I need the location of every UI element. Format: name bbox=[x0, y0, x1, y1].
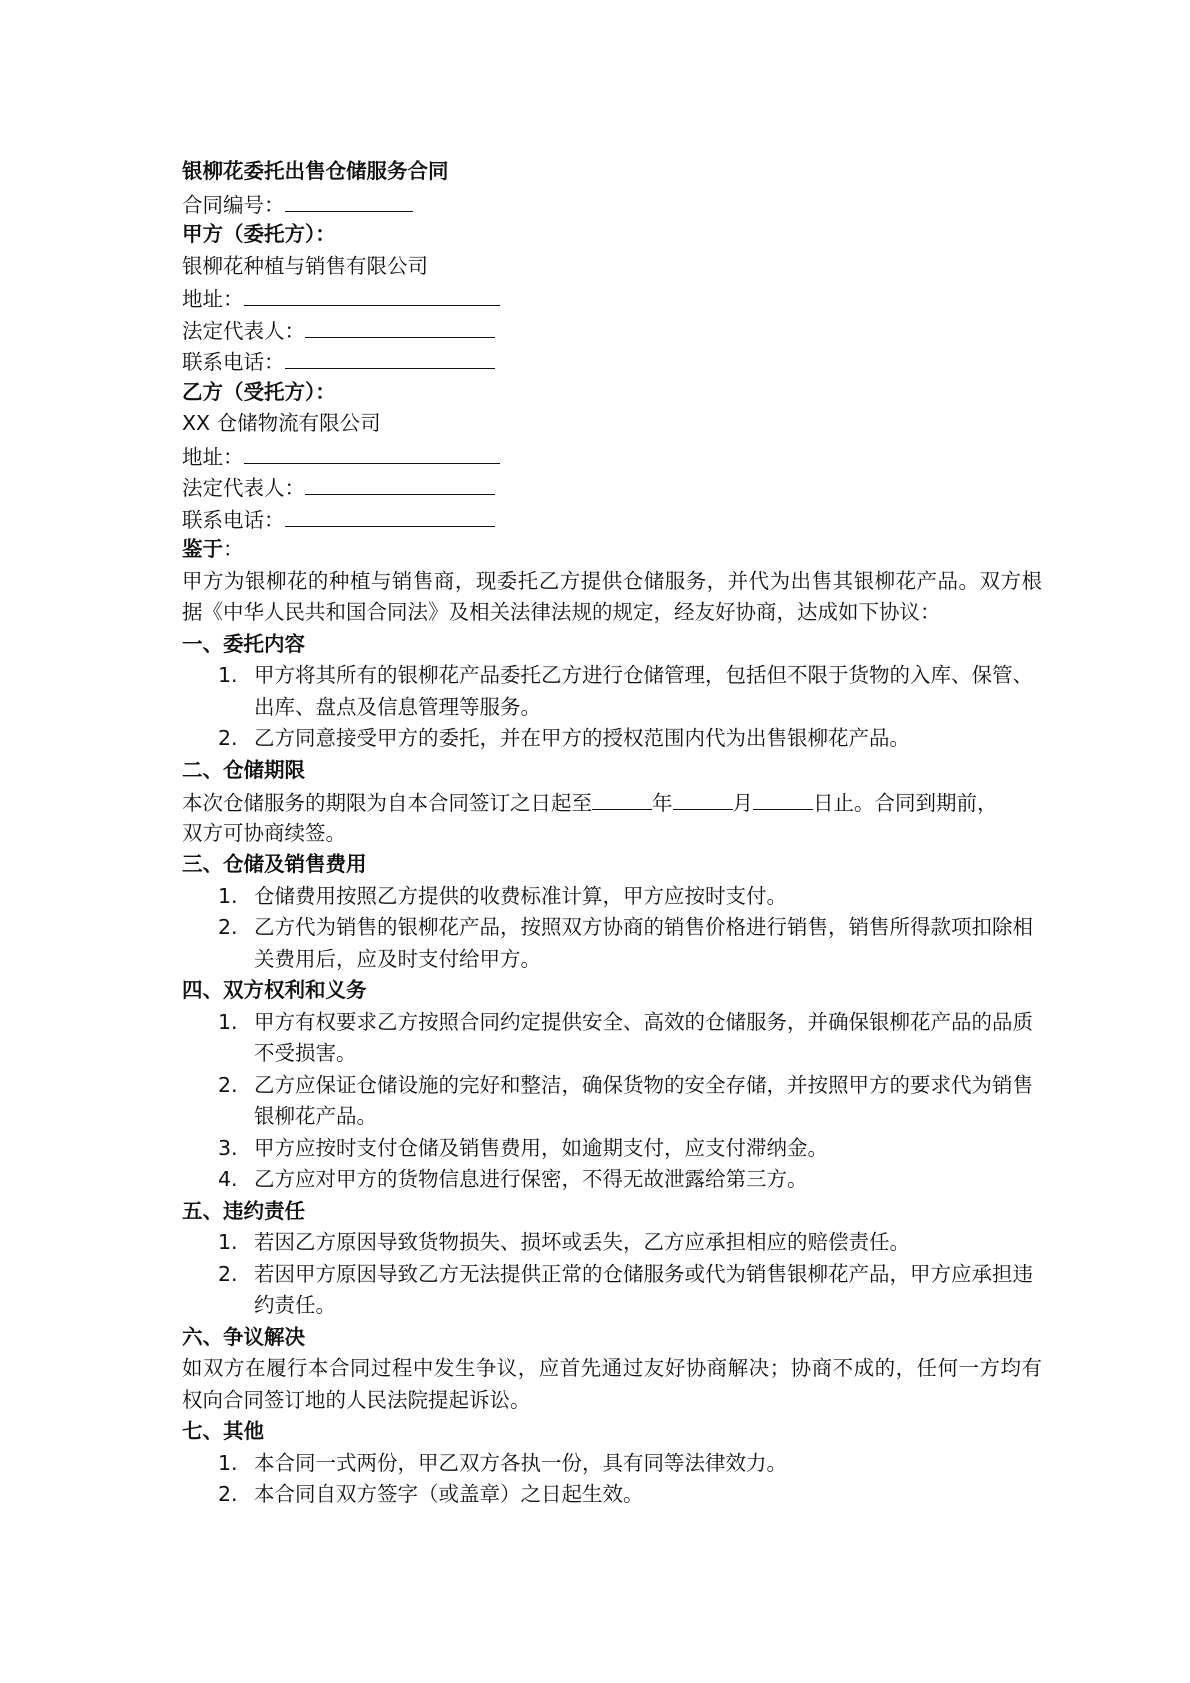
party-a-address-label: 地址： bbox=[182, 287, 244, 311]
party-b-address-line bbox=[182, 440, 1042, 472]
section-5-heading: 五、违约责任 bbox=[182, 1198, 305, 1223]
list-item bbox=[182, 912, 1042, 975]
term-line-2: 双方可协商续签。 bbox=[182, 820, 346, 845]
list-item bbox=[182, 1259, 1042, 1322]
list-item bbox=[182, 1007, 1042, 1070]
document-title: 银柳花委托出售仓储服务合同 bbox=[182, 159, 449, 183]
party-a-phone-blank bbox=[285, 345, 495, 369]
list-number: 4. bbox=[218, 1167, 238, 1191]
party-a-rep-label: 法定代表人： bbox=[182, 318, 305, 343]
whereas-label: 鉴于 bbox=[182, 537, 223, 561]
list-item bbox=[182, 1164, 1042, 1196]
contract-body bbox=[182, 156, 1042, 1511]
contract-number-line bbox=[182, 188, 1042, 220]
list-text: 甲方有权要求乙方按照合同约定提供安全、高效的仓储服务，并确保银柳花产品的品质不受损害。 bbox=[254, 1009, 1033, 1065]
list-text: 仓储费用按照乙方提供的收费标准计算，甲方应按时支付。 bbox=[254, 883, 787, 908]
list-text: 甲方应按时支付仓储及销售费用，如逾期支付，应支付滞纳金。 bbox=[254, 1135, 828, 1160]
whereas-heading bbox=[182, 534, 1042, 566]
term-line bbox=[182, 786, 1042, 818]
list-number: 1. bbox=[218, 663, 238, 687]
list-number: 1. bbox=[218, 1230, 238, 1254]
list-text: 甲方将其所有的银柳花产品委托乙方进行仓储管理，包括但不限于货物的入库、保管、出库、盘点及信息管理等服务。 bbox=[254, 663, 1033, 719]
term-month-label: 月 bbox=[732, 791, 753, 815]
party-a-phone-label: 联系电话： bbox=[182, 350, 285, 374]
term-day-blank bbox=[753, 786, 813, 810]
list-number: 1. bbox=[218, 1009, 238, 1034]
list-number: 2. bbox=[218, 1482, 238, 1506]
term-text-before: 本次仓储服务的期限为自本合同签订之日起至 bbox=[182, 791, 592, 815]
list-item bbox=[182, 660, 1042, 723]
party-a-rep-line bbox=[182, 314, 1042, 346]
contract-number-label: 合同编号： bbox=[182, 192, 285, 217]
party-a-name: 银柳花种植与销售有限公司 bbox=[182, 253, 428, 278]
party-b-phone-blank bbox=[285, 503, 495, 527]
list-text: 若因乙方原因导致货物损失、损坏或丢失，乙方应承担相应的赔偿责任。 bbox=[254, 1230, 910, 1254]
list-text: 乙方同意接受甲方的委托，并在甲方的授权范围内代为出售银柳花产品。 bbox=[254, 726, 910, 750]
party-a-heading: 甲方（委托方）： bbox=[182, 222, 336, 246]
dispute-text: 如双方在履行本合同过程中发生争议，应首先通过友好协商解决；协商不成的，任何一方均有权向合同签订地的人民法院提起诉讼。 bbox=[182, 1356, 1042, 1412]
list-number: 2. bbox=[218, 726, 238, 750]
list-number: 2. bbox=[218, 915, 238, 939]
term-year-blank bbox=[592, 786, 652, 810]
list-number: 3. bbox=[218, 1135, 238, 1160]
party-b-phone-label: 联系电话： bbox=[182, 507, 285, 532]
party-b-address-blank bbox=[244, 440, 500, 464]
list-item bbox=[182, 1479, 1042, 1511]
section-6-heading: 六、争议解决 bbox=[182, 1324, 305, 1349]
party-b-phone-line bbox=[182, 503, 1042, 535]
party-b-address-label: 地址： bbox=[182, 444, 244, 469]
list-number: 1. bbox=[218, 883, 238, 908]
list-number: 1. bbox=[218, 1450, 238, 1475]
party-a-rep-blank bbox=[305, 314, 495, 338]
term-month-blank bbox=[673, 786, 733, 810]
whereas-colon: ： bbox=[223, 537, 244, 561]
list-text: 乙方应对甲方的货物信息进行保密，不得无故泄露给第三方。 bbox=[254, 1167, 808, 1191]
section-7-heading: 七、其他 bbox=[182, 1419, 264, 1443]
term-text-after: 日止。合同到期前， bbox=[813, 791, 998, 815]
list-item bbox=[182, 1227, 1042, 1259]
list-number: 2. bbox=[218, 1072, 238, 1097]
party-b-rep-label: 法定代表人： bbox=[182, 476, 305, 500]
list-text: 乙方代为销售的银柳花产品，按照双方协商的销售价格进行销售，销售所得款项扣除相关费用后，应及时支付给甲方。 bbox=[254, 915, 1033, 971]
contract-number-blank bbox=[285, 188, 413, 212]
party-b-rep-line bbox=[182, 471, 1042, 503]
term-year-label: 年 bbox=[652, 791, 673, 815]
party-a-address-blank bbox=[244, 282, 500, 306]
party-b-rep-blank bbox=[305, 471, 495, 495]
party-a-phone-line bbox=[182, 345, 1042, 377]
section-3-heading: 三、仓储及销售费用 bbox=[182, 852, 367, 876]
list-item bbox=[182, 1133, 1042, 1165]
list-number: 2. bbox=[218, 1261, 238, 1286]
list-text: 本合同一式两份，甲乙双方各执一份，具有同等法律效力。 bbox=[254, 1450, 787, 1475]
party-b-heading: 乙方（受托方）： bbox=[182, 379, 336, 404]
section-2-heading: 二、仓储期限 bbox=[182, 757, 305, 782]
list-item bbox=[182, 1070, 1042, 1133]
party-b-name: XX 仓储物流有限公司 bbox=[182, 411, 381, 435]
list-item bbox=[182, 723, 1042, 755]
party-a-address-line bbox=[182, 282, 1042, 314]
section-4-heading: 四、双方权利和义务 bbox=[182, 978, 367, 1002]
list-item bbox=[182, 881, 1042, 913]
list-item bbox=[182, 1448, 1042, 1480]
list-text: 乙方应保证仓储设施的完好和整洁，确保货物的安全存储，并按照甲方的要求代为销售银柳花产品。 bbox=[254, 1072, 1033, 1128]
list-text: 若因甲方原因导致乙方无法提供正常的仓储服务或代为销售银柳花产品，甲方应承担违约责任。 bbox=[254, 1261, 1033, 1317]
list-text: 本合同自双方签字（或盖章）之日起生效。 bbox=[254, 1482, 644, 1506]
section-1-heading: 一、委托内容 bbox=[182, 631, 305, 656]
whereas-text: 甲方为银柳花的种植与销售商，现委托乙方提供仓储服务，并代为出售其银柳花产品。双方根据《中华人民共和国合同法》及相关法律法规的规定，经友好协商，达成如下协议： bbox=[182, 568, 1042, 624]
